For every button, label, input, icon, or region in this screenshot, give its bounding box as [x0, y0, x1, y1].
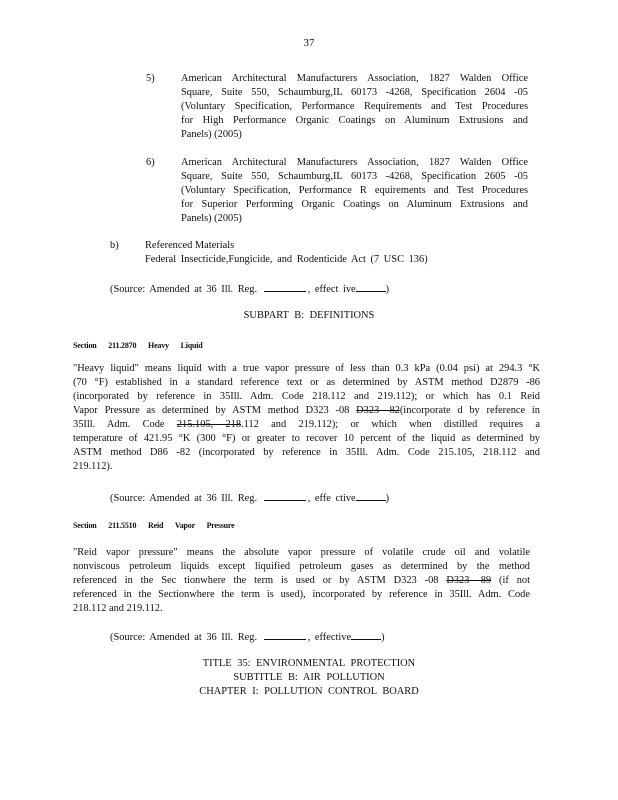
referenced-materials — [145, 239, 445, 267]
source-prefix: (Source: Amended at 36 Ill. Reg. — [110, 632, 258, 643]
source-note-1 — [110, 281, 389, 297]
ref-5-line: for High Performance Organic Coatings on Aluminum Extrusions and — [181, 115, 528, 126]
ref-6-marker: 6) — [146, 157, 155, 168]
subpart-heading: SUBPART B: DEFINITIONS — [243, 310, 375, 321]
definition-line: 218.112 and 219.112. — [73, 603, 163, 614]
source-effective: effe ctive — [314, 493, 356, 504]
referenced-materials-heading: Referenced Materials — [145, 240, 235, 251]
definition-line: 219.112). — [73, 461, 113, 472]
ref-5-line: American Architectural Manufacturers Association, 1827 Walden Office — [181, 73, 528, 84]
effective-blank — [351, 629, 381, 640]
referenced-materials-marker: b) — [110, 240, 119, 251]
source-comma: , — [307, 284, 311, 295]
ref-5-line: Square, Suite 550, Schaumburg,IL 60173 -4268, Specification 2604 -05 — [181, 87, 528, 98]
source-effective: effect ive — [314, 284, 356, 295]
text-run: .112 and 219.112); or which when distilled requires a — [241, 419, 540, 430]
source-close: ) — [385, 493, 390, 504]
ref-6-line: American Architectural Manufacturers Association, 1827 Walden Office — [181, 157, 528, 168]
definition-line: "Heavy liquid" means liquid with a true vapor pressure of less than 0.3 kPa (0.04 psi) at 294.3 °K — [73, 363, 540, 374]
source-effective: effective — [314, 632, 352, 643]
ref-6-text — [181, 156, 528, 226]
ref-5-line: Panels) (2005) — [181, 129, 242, 140]
definition-line: ASTM method D86 -82 (incorporated by reference in 35Ill. Adm. Code 215.105, 218.112 and — [73, 447, 540, 458]
ref-5-text — [181, 72, 528, 142]
definition-line: "Reid vapor pressure" means the absolute vapor pressure of volatile crude oil and volatile — [73, 547, 530, 558]
ref-6-line: for Superior Performing Organic Coatings on Aluminum Extrusions and — [181, 199, 528, 210]
deleted-text: D323 -82 — [356, 405, 400, 416]
footer-chapter: CHAPTER I: POLLUTION CONTROL BOARD — [199, 686, 419, 697]
source-comma: , — [307, 493, 311, 504]
source-comma: , — [307, 632, 311, 643]
source-prefix: (Source: Amended at 36 Ill. Reg. — [110, 284, 258, 295]
text-run: (incorporate d by reference in — [399, 405, 540, 416]
reg-blank — [264, 629, 306, 640]
heavy-liquid-definition — [73, 362, 540, 474]
reid-vapor-pressure-definition — [73, 546, 530, 616]
definition-line — [73, 574, 530, 588]
deleted-text: 215.105, 218 — [176, 419, 242, 430]
footer-title: TITLE 35: ENVIRONMENTAL PROTECTION — [202, 658, 416, 669]
definition-line — [73, 404, 540, 418]
definition-line: (incorporated by reference in 35Ill. Adm. Code 218.112 and 219.112); or which has 0.1 Reid — [73, 391, 540, 402]
reg-blank — [264, 281, 306, 292]
source-prefix: (Source: Amended at 36 Ill. Reg. — [110, 493, 258, 504]
definition-line — [73, 418, 540, 432]
source-close: ) — [381, 632, 385, 643]
ref-6-line: Square, Suite 550, Schaumburg,IL 60173 -4268, Specification 2605 -05 — [181, 171, 528, 182]
text-run: Vapor Pressure as determined by ASTM method D323 -08 — [73, 405, 350, 416]
footer-subtitle: SUBTITLE B: AIR POLLUTION — [233, 672, 385, 683]
deleted-text: D323 -89 — [446, 575, 492, 586]
text-run: 35Ill. Adm. Code — [73, 419, 165, 430]
source-note-3 — [110, 629, 385, 645]
definition-line: (70 °F) established in a standard reference text or as determined by ASTM method D2879 -86 — [73, 377, 540, 388]
ref-5-line: (Voluntary Specification, Performance Requirements and Test Procedures — [181, 101, 528, 112]
ref-6-line: (Voluntary Specification, Performance R equirements and Test Procedures — [181, 185, 528, 196]
definition-line: temperature of 421.95 °K (300 °F) or greater to recover 10 percent of the liquid as determined by — [73, 433, 540, 444]
source-close: ) — [385, 284, 390, 295]
definition-line: referenced in the Sectionwhere the term is used), incorporated by reference in 35Ill. Adm. Code — [73, 589, 530, 600]
ref-5-marker: 5) — [146, 73, 155, 84]
referenced-materials-item: Federal Insecticide,Fungicide, and Rodenticide Act (7 USC 136) — [145, 254, 428, 265]
effective-blank — [356, 490, 386, 501]
text-run: referenced in the Sec tionwhere the term is used or by ASTM D323 -08 — [73, 575, 439, 586]
ref-6-line: Panels) (2005) — [181, 213, 242, 224]
effective-blank — [356, 281, 386, 292]
text-run: (if not — [499, 575, 530, 586]
reg-blank — [264, 490, 306, 501]
definition-line: nonviscous petroleum liquids except liquified petroleum gases as determined by the method — [73, 561, 530, 572]
source-note-2 — [110, 490, 389, 506]
section-heading-reid-vapor-pressure: Section 211.5510 Reid Vapor Pressure — [73, 521, 235, 530]
section-heading-heavy-liquid: Section 211.2870 Heavy Liquid — [73, 341, 203, 350]
page-number: 37 — [303, 37, 315, 49]
